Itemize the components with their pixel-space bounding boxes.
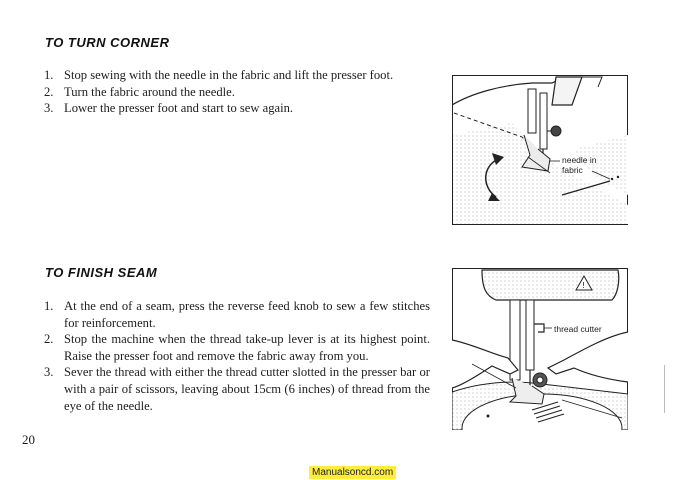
step-item	[44, 298, 430, 331]
step-number: 1.	[44, 299, 54, 313]
needle-in-fabric-callout-line2: fabric	[562, 165, 583, 175]
step-text: Lower the presser foot and start to sew again.	[64, 101, 294, 116]
step-item	[44, 364, 430, 414]
step-text: Stop sewing with the needle in the fabric and lift the presser foot.	[64, 68, 394, 82]
thread-cutter-callout: thread cutter	[554, 324, 602, 334]
section-heading-turn-corner: TO TURN CORNER	[45, 35, 170, 50]
step-number: 1.	[44, 68, 54, 82]
turn-corner-illustration	[452, 75, 628, 225]
step-text: Turn the fabric around the needle.	[64, 84, 235, 99]
watermark: Manualsoncd.com	[309, 466, 396, 479]
step-item	[44, 331, 430, 364]
needle-in-fabric-callout: needle in	[562, 155, 597, 165]
finish-seam-illustration	[452, 268, 628, 430]
step-item	[44, 67, 424, 84]
page-number: 20	[22, 432, 35, 447]
step-number: 2.	[44, 84, 54, 99]
step-text: At the end of a seam, press the reverse feed knob to sew a few stitches for reinforcement.	[64, 299, 430, 330]
step-number: 2.	[44, 332, 54, 347]
step-text: Sever the thread with either the thread cutter slotted in the presser bar or with a pair of scissors, leaving about 15cm (6 inches) of thread from the eye of the needle.	[64, 365, 430, 413]
step-item	[44, 84, 424, 101]
finish-seam-steps	[44, 298, 430, 414]
step-number: 3.	[44, 365, 54, 380]
step-item	[44, 100, 424, 117]
step-text: Stop the machine when the thread take-up lever is at its highest point. Raise the presser foot and remove the fabric away from you.	[64, 332, 430, 363]
step-number: 3.	[44, 101, 54, 116]
turn-corner-steps	[44, 67, 424, 117]
section-heading-finish-seam: TO FINISH SEAM	[45, 265, 158, 280]
svg-text:!: !	[582, 281, 586, 290]
page-edge-mark	[664, 365, 665, 413]
